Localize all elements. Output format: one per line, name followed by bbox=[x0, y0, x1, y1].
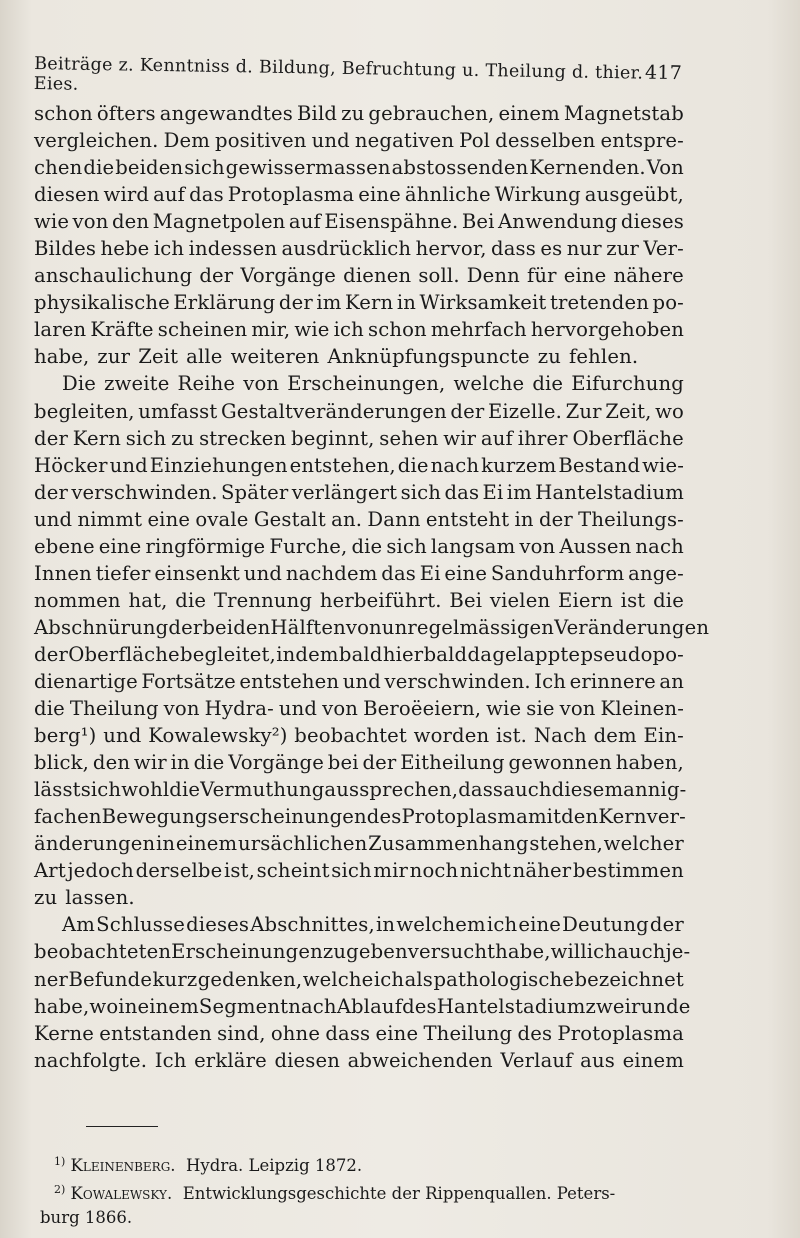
text-line: anschaulichung der Vorgänge dienen soll. Denn für eine nähere bbox=[34, 264, 684, 288]
footnote-text: Hydra. Leipzig 1872. bbox=[186, 1156, 363, 1175]
text-line: und nimmt eine ovale Gestalt an. Dann entsteht in der Theilungs- bbox=[34, 507, 684, 531]
text-line: habe, wo in einem Segment nach Ablauf des Hantelstadium zwei runde bbox=[34, 994, 691, 1018]
text-line: berg¹) und Kowalewsky²) beobachtet worden ist. Nach dem Ein- bbox=[34, 724, 684, 748]
text-line: physikalische Erklärung der im Kern in Wirksamkeit tretenden po- bbox=[34, 291, 684, 315]
footnote-author: Kowalewsky. bbox=[70, 1184, 173, 1203]
footnote-1 bbox=[54, 1150, 714, 1178]
main-text bbox=[34, 100, 710, 1074]
page-number: 417 bbox=[644, 61, 683, 85]
text-line: fachen Bewegungserscheinungen des Protoplasma mit den Kernver- bbox=[34, 805, 686, 829]
text-line: zu lassen. bbox=[34, 886, 135, 910]
text-line: nommen hat, die Trennung herbeiführt. Bei vielen Eiern ist die bbox=[34, 588, 684, 612]
text-line: lässt sich wohl die Vermuthung aussprechen, dass auch diese mannig- bbox=[34, 778, 687, 802]
text-line: diesen wird auf das Protoplasma eine ähnliche Wirkung ausgeübt, bbox=[34, 183, 684, 207]
text-line: Am Schlusse dieses Abschnittes, in welchem ich eine Deutung der bbox=[62, 913, 684, 937]
text-line: der Oberfläche begleitet, indem bald hier bald da gelappte pseudopo- bbox=[34, 642, 684, 666]
text-line: Art jedoch derselbe ist, scheint sich mir noch nicht näher bestimmen bbox=[34, 859, 684, 883]
text-line: Die zweite Reihe von Erscheinungen, welche die Eifurchung bbox=[62, 372, 684, 396]
footnote-author: Kleinenberg. bbox=[70, 1156, 176, 1175]
footnote-2 bbox=[54, 1178, 714, 1206]
text-line: schon öfters angewandtes Bild zu gebrauchen, einem Magnetstab bbox=[34, 102, 684, 125]
footnote-rule bbox=[86, 1126, 158, 1127]
text-line: dienartige Fortsätze entstehen und verschwinden. Ich erinnere an bbox=[34, 669, 684, 693]
footnote-marker: 1) bbox=[54, 1155, 66, 1168]
text-line: der Kern sich zu strecken beginnt, sehen wir auf ihrer Oberfläche bbox=[34, 426, 684, 450]
text-line: Abschnürung der beiden Hälften von unregelmässigen Veränderungen bbox=[34, 615, 710, 639]
text-line: nachfolgte. Ich erkläre diesen abweichenden Verlauf aus einem bbox=[34, 1048, 684, 1072]
footnote-2-continuation: burg 1866. bbox=[40, 1208, 133, 1227]
text-line: wie von den Magnetpolen auf Eisenspähne. Bei Anwendung dieses bbox=[34, 210, 684, 234]
text-line: die Theilung von Hydra- und von Beroëeiern, wie sie von Kleinen- bbox=[34, 697, 684, 721]
text-line: beobachteten Erscheinungen zu geben versucht habe, will ich auch je- bbox=[34, 940, 691, 964]
text-line: Bildes hebe ich indessen ausdrücklich hervor, dass es nur zur Ver- bbox=[34, 237, 684, 261]
text-line: begleiten, umfasst Gestaltveränderungen der Eizelle. Zur Zeit, wo bbox=[34, 399, 684, 423]
text-line: chen die beiden sich gewissermassen abstossenden Kernenden. Von bbox=[34, 156, 684, 180]
running-header bbox=[34, 52, 683, 104]
text-line: Kerne entstanden sind, ohne dass eine Theilung des Protoplasma bbox=[34, 1021, 684, 1045]
text-line: vergleichen. Dem positiven und negativen Pol desselben entspre- bbox=[34, 129, 684, 153]
running-title: Beiträge z. Kenntniss d. Bildung, Befruchtung u. Theilung d. thier. Eies. bbox=[33, 54, 644, 95]
footnote-marker: 2) bbox=[54, 1183, 66, 1196]
text-line: habe, zur Zeit alle weiteren Anknüpfungspuncte zu fehlen. bbox=[34, 345, 639, 369]
text-line: laren Kräfte scheinen mir, wie ich schon mehrfach hervorgehoben bbox=[34, 318, 684, 342]
footnotes bbox=[40, 1150, 714, 1230]
text-line: Innen tiefer einsenkt und nachdem das Ei eine Sanduhrform ange- bbox=[34, 561, 684, 585]
footnote-text: Entwicklungsgeschichte der Rippenquallen. Peters- bbox=[182, 1184, 616, 1203]
text-line: ebene eine ringförmige Furche, die sich langsam von Aussen nach bbox=[34, 534, 684, 558]
text-line: der verschwinden. Später verlängert sich das Ei im Hantelstadium bbox=[34, 480, 684, 504]
text-line: blick, den wir in die Vorgänge bei der Eitheilung gewonnen haben, bbox=[34, 751, 684, 775]
text-line: Höcker und Einziehungen entstehen, die nach kurzem Bestand wie- bbox=[34, 453, 684, 477]
text-line: änderungen in einem ursächlichen Zusammenhang stehen, welcher bbox=[34, 832, 684, 856]
text-line: ner Befunde kurz gedenken, welche ich als pathologische bezeichnet bbox=[34, 967, 684, 991]
